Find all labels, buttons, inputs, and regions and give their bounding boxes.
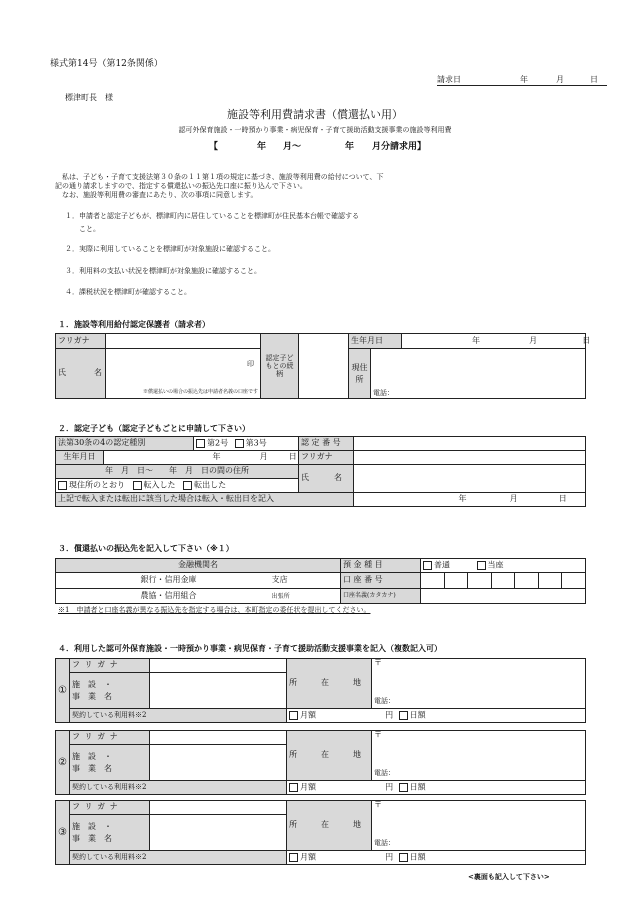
section-1-heading: １．施設等利用給付認定保護者（請求者） bbox=[58, 320, 210, 329]
entry-furigana-field[interactable] bbox=[150, 659, 287, 673]
account-holder-label: 口座名義(カタカナ) bbox=[341, 589, 421, 604]
cert-number-label: 認 定 番 号 bbox=[299, 437, 354, 451]
account-digit-3[interactable] bbox=[468, 573, 492, 588]
addr-moved-in-label: 転入した bbox=[143, 480, 176, 490]
entry-furigana-field[interactable] bbox=[150, 731, 287, 745]
intro-line-2: 記の通り請求しますので、指定する償還払いの振込先口座に振り込んで下さい。 bbox=[55, 182, 307, 190]
entry-monthly-checkbox[interactable] bbox=[289, 853, 298, 862]
entry-location-field[interactable] bbox=[372, 731, 586, 781]
entry-monthly-label: 月額 bbox=[300, 710, 316, 720]
facility-entry-1 bbox=[55, 658, 586, 723]
entry-furigana-label: フ リ ガ ナ bbox=[70, 659, 150, 673]
entry-facility-field[interactable] bbox=[150, 673, 287, 709]
bank-name-field-2[interactable] bbox=[56, 589, 341, 604]
addressee: 標津町長 様 bbox=[65, 93, 113, 102]
guardian-birth-row bbox=[349, 334, 591, 349]
bank-name-label: 金融機関名 bbox=[56, 559, 341, 573]
guardian-phone-label: 電話： bbox=[373, 389, 394, 398]
deposit-type-label: 預 金 種 目 bbox=[341, 559, 421, 573]
period-year2: 年 bbox=[345, 142, 355, 152]
bank-type-2: 農協・信用組合 bbox=[140, 590, 197, 600]
entry-location-label: 所 在 地 bbox=[287, 731, 372, 781]
request-date-month: 月 bbox=[556, 75, 564, 84]
cert-type-label: 法第30条の4の認定種別 bbox=[56, 437, 194, 451]
child-address-options bbox=[56, 479, 299, 493]
entry-furigana-field[interactable] bbox=[150, 801, 287, 815]
request-date-day: 日 bbox=[590, 75, 598, 84]
entry-daily-checkbox[interactable] bbox=[399, 783, 408, 792]
account-digit-1[interactable] bbox=[421, 573, 445, 588]
back-note: <裏面も記入して下さい> bbox=[468, 873, 550, 881]
entry-facility-line1: 施 設 ・ bbox=[72, 751, 112, 761]
account-number-boxes bbox=[421, 573, 586, 589]
entry-location-field[interactable] bbox=[372, 801, 586, 851]
entry-monthly-label: 月額 bbox=[300, 782, 316, 792]
cert-type-options bbox=[194, 437, 299, 451]
form-number: 様式第14号（第12条関係） bbox=[50, 59, 163, 69]
entry-number: ② bbox=[56, 731, 70, 795]
period-open: 【 bbox=[209, 142, 219, 152]
guardian-birth-label: 生年月日 bbox=[349, 334, 402, 348]
page-subtitle: 認可外保育施設・一時預かり事業・病児保育・子育て援助活動支援事業の施設等利用費 bbox=[178, 126, 452, 134]
request-date-year: 年 bbox=[520, 75, 528, 84]
entry-fee-label: 契約している利用料※2 bbox=[70, 781, 287, 795]
entry-facility-label bbox=[70, 673, 150, 709]
entry-phone-label: 電話： bbox=[374, 839, 395, 848]
guardian-address-label: 現住所 bbox=[349, 349, 371, 399]
entry-facility-field[interactable] bbox=[150, 745, 287, 781]
facility-entry-3 bbox=[55, 800, 586, 865]
account-digit-2[interactable] bbox=[445, 573, 469, 588]
guardian-name-label: 氏 名 bbox=[56, 349, 106, 399]
branch-type-2: 出張所 bbox=[271, 592, 290, 600]
account-digit-row bbox=[421, 573, 585, 588]
child-furigana-field[interactable] bbox=[354, 451, 586, 465]
addr-current-checkbox[interactable] bbox=[58, 481, 67, 490]
entry-daily-label: 日額 bbox=[409, 710, 426, 720]
ordinary-checkbox[interactable] bbox=[423, 561, 432, 570]
entry-facility-line2: 事 業 名 bbox=[72, 691, 112, 701]
request-date-underline bbox=[437, 85, 607, 86]
move-date-year: 年 bbox=[458, 494, 467, 504]
consent-4: ４．課税状況を標津町が確認すること。 bbox=[65, 288, 191, 296]
period-month2: 月分請求用】 bbox=[372, 142, 427, 152]
guardian-birth-day: 日 bbox=[582, 335, 591, 345]
guardian-birth-field[interactable] bbox=[402, 334, 591, 348]
cert-type-3-label: 第3号 bbox=[245, 438, 267, 448]
entry-postal-mark: 〒 bbox=[374, 730, 382, 739]
child-birth-label: 生年月日 bbox=[56, 451, 104, 465]
entry-fee-monthly-daily bbox=[287, 709, 586, 723]
addr-moved-in-checkbox[interactable] bbox=[133, 481, 142, 490]
move-date-day: 日 bbox=[558, 494, 567, 504]
seal-mark: 印 bbox=[247, 360, 254, 368]
account-digit-5[interactable] bbox=[515, 573, 539, 588]
branch-type-1: 支店 bbox=[271, 575, 288, 585]
cert-type-2-label: 第2号 bbox=[207, 438, 229, 448]
entry-monthly-yen: 円 bbox=[385, 710, 394, 720]
entry-fee-monthly-daily bbox=[287, 851, 586, 865]
entry-daily-label: 日額 bbox=[409, 852, 426, 862]
bank-table bbox=[55, 558, 586, 604]
guardian-address-field[interactable] bbox=[371, 349, 586, 399]
cert-type-3-checkbox[interactable] bbox=[235, 439, 244, 448]
entry-postal-mark: 〒 bbox=[374, 800, 382, 809]
entry-furigana-label: フ リ ガ ナ bbox=[70, 801, 150, 815]
child-name-label: 氏 名 bbox=[299, 465, 354, 493]
entry-monthly-label: 月額 bbox=[300, 852, 316, 862]
bank-footnote: ※1 申請者と口座名義が異なる振込先を指定する場合は、本町指定の委任状を提出してください。 bbox=[58, 606, 371, 614]
entry-fee-label: 契約している利用料※2 bbox=[70, 709, 287, 723]
account-number-label: 口 座 番 号 bbox=[341, 573, 421, 589]
entry-daily-label: 日額 bbox=[409, 782, 426, 792]
child-table bbox=[55, 436, 586, 507]
current-checkbox[interactable] bbox=[477, 561, 486, 570]
entry-monthly-yen: 円 bbox=[385, 852, 394, 862]
entry-facility-field[interactable] bbox=[150, 815, 287, 851]
account-holder-field[interactable] bbox=[421, 589, 586, 604]
entry-phone-label: 電話： bbox=[374, 769, 395, 778]
current-label: 当座 bbox=[487, 560, 504, 570]
page-title: 施設等利用費請求書（償還払い用） bbox=[227, 108, 403, 121]
entry-fee-label: 契約している利用料※2 bbox=[70, 851, 287, 865]
child-birth-year: 年 bbox=[212, 452, 221, 462]
child-birth-month: 月 bbox=[259, 452, 268, 462]
bank-name-field-1[interactable] bbox=[56, 573, 341, 589]
consent-1-cont: こと。 bbox=[65, 225, 100, 233]
addr-moved-out-checkbox[interactable] bbox=[183, 481, 192, 490]
account-digit-7[interactable] bbox=[562, 573, 585, 588]
addr-current-label: 現住所のとおり bbox=[69, 480, 125, 490]
deposit-type-options bbox=[421, 559, 586, 573]
intro-line-3: なお、施設等利用費の審査にあたり、次の事項に同意します。 bbox=[55, 191, 258, 199]
period-year1: 年 bbox=[257, 142, 267, 152]
entry-monthly-yen: 円 bbox=[385, 782, 394, 792]
ordinary-label: 普通 bbox=[434, 560, 450, 570]
entry-facility-label bbox=[70, 815, 150, 851]
seal-note: ※償還払いの場合の振込先は申請者名義の口座です bbox=[142, 388, 258, 395]
move-date-month: 月 bbox=[509, 494, 518, 504]
child-birth-day: 日 bbox=[288, 452, 297, 462]
entry-facility-line2: 事 業 名 bbox=[72, 763, 112, 773]
request-date-label: 請求日 bbox=[437, 75, 461, 84]
relation-field[interactable] bbox=[299, 334, 349, 399]
section-2-heading: ２．認定子ども（認定子どもごとに申請して下さい） bbox=[58, 424, 250, 433]
entry-postal-mark: 〒 bbox=[374, 658, 382, 667]
child-period-address-label: 年 月 日～ 年 月 日の間の住所 bbox=[56, 465, 299, 479]
cert-number-field[interactable] bbox=[354, 437, 586, 451]
entry-daily-checkbox[interactable] bbox=[399, 711, 408, 720]
entry-facility-line1: 施 設 ・ bbox=[72, 679, 112, 689]
addr-moved-out-label: 転出した bbox=[194, 480, 227, 490]
guardian-furigana-label: フリガナ bbox=[56, 334, 106, 349]
account-digit-6[interactable] bbox=[539, 573, 563, 588]
entry-facility-line2: 事 業 名 bbox=[72, 833, 112, 843]
child-birth-field[interactable] bbox=[104, 451, 299, 465]
cert-type-2-checkbox[interactable] bbox=[196, 439, 205, 448]
bank-type-1: 銀行・信用金庫 bbox=[140, 575, 197, 585]
section-4-heading: ４．利用した認可外保育施設・一時預かり事業・病児保育・子育て援助活動支援事業を記入（複数記入可） bbox=[58, 644, 442, 653]
entry-monthly-checkbox[interactable] bbox=[289, 783, 298, 792]
entry-location-label: 所 在 地 bbox=[287, 659, 372, 709]
entry-monthly-checkbox[interactable] bbox=[289, 711, 298, 720]
guardian-table bbox=[55, 333, 591, 399]
consent-1: １．申請者と認定子どもが、標津町内に居住していることを標津町が住民基本台帳で確認する bbox=[65, 212, 359, 220]
guardian-name-field[interactable] bbox=[106, 349, 261, 399]
consent-3: ３．利用料の支払い状況を標津町が対象施設に確認すること。 bbox=[65, 267, 261, 275]
entry-location-label: 所 在 地 bbox=[287, 801, 372, 851]
section-3-heading: ３．償還払いの振込先を記入して下さい（※１） bbox=[58, 544, 234, 553]
relation-label: 認定子どもとの続柄 bbox=[261, 334, 299, 399]
entry-number: ① bbox=[56, 659, 70, 723]
consent-2: ２．実際に利用していることを標津町が対象施設に確認すること。 bbox=[65, 245, 275, 253]
entry-location-field[interactable] bbox=[372, 659, 586, 709]
entry-number: ③ bbox=[56, 801, 70, 865]
child-furigana-label: フリガナ bbox=[299, 451, 354, 465]
entry-furigana-label: フ リ ガ ナ bbox=[70, 731, 150, 745]
guardian-birth-inner bbox=[349, 334, 591, 348]
guardian-furigana-field[interactable] bbox=[106, 334, 261, 349]
entry-fee-monthly-daily bbox=[287, 781, 586, 795]
guardian-birth-month: 月 bbox=[529, 335, 538, 345]
child-name-field[interactable] bbox=[354, 465, 586, 493]
move-date-note: 上記で転入または転出に該当した場合は転入・転出日を記入 bbox=[56, 493, 354, 507]
entry-facility-line1: 施 設 ・ bbox=[72, 821, 112, 831]
account-digit-4[interactable] bbox=[492, 573, 516, 588]
entry-daily-checkbox[interactable] bbox=[399, 853, 408, 862]
guardian-birth-year: 年 bbox=[472, 335, 480, 345]
intro-line-1: 私は、子ども・子育て支援法第３０条の１１第１項の規定に基づき、施設等利用費の給付について、下 bbox=[55, 173, 384, 181]
move-date-field[interactable] bbox=[354, 493, 586, 507]
period-month1: 月～ bbox=[283, 142, 302, 152]
facility-entry-2 bbox=[55, 730, 586, 795]
entry-phone-label: 電話： bbox=[374, 697, 395, 706]
entry-facility-label bbox=[70, 745, 150, 781]
